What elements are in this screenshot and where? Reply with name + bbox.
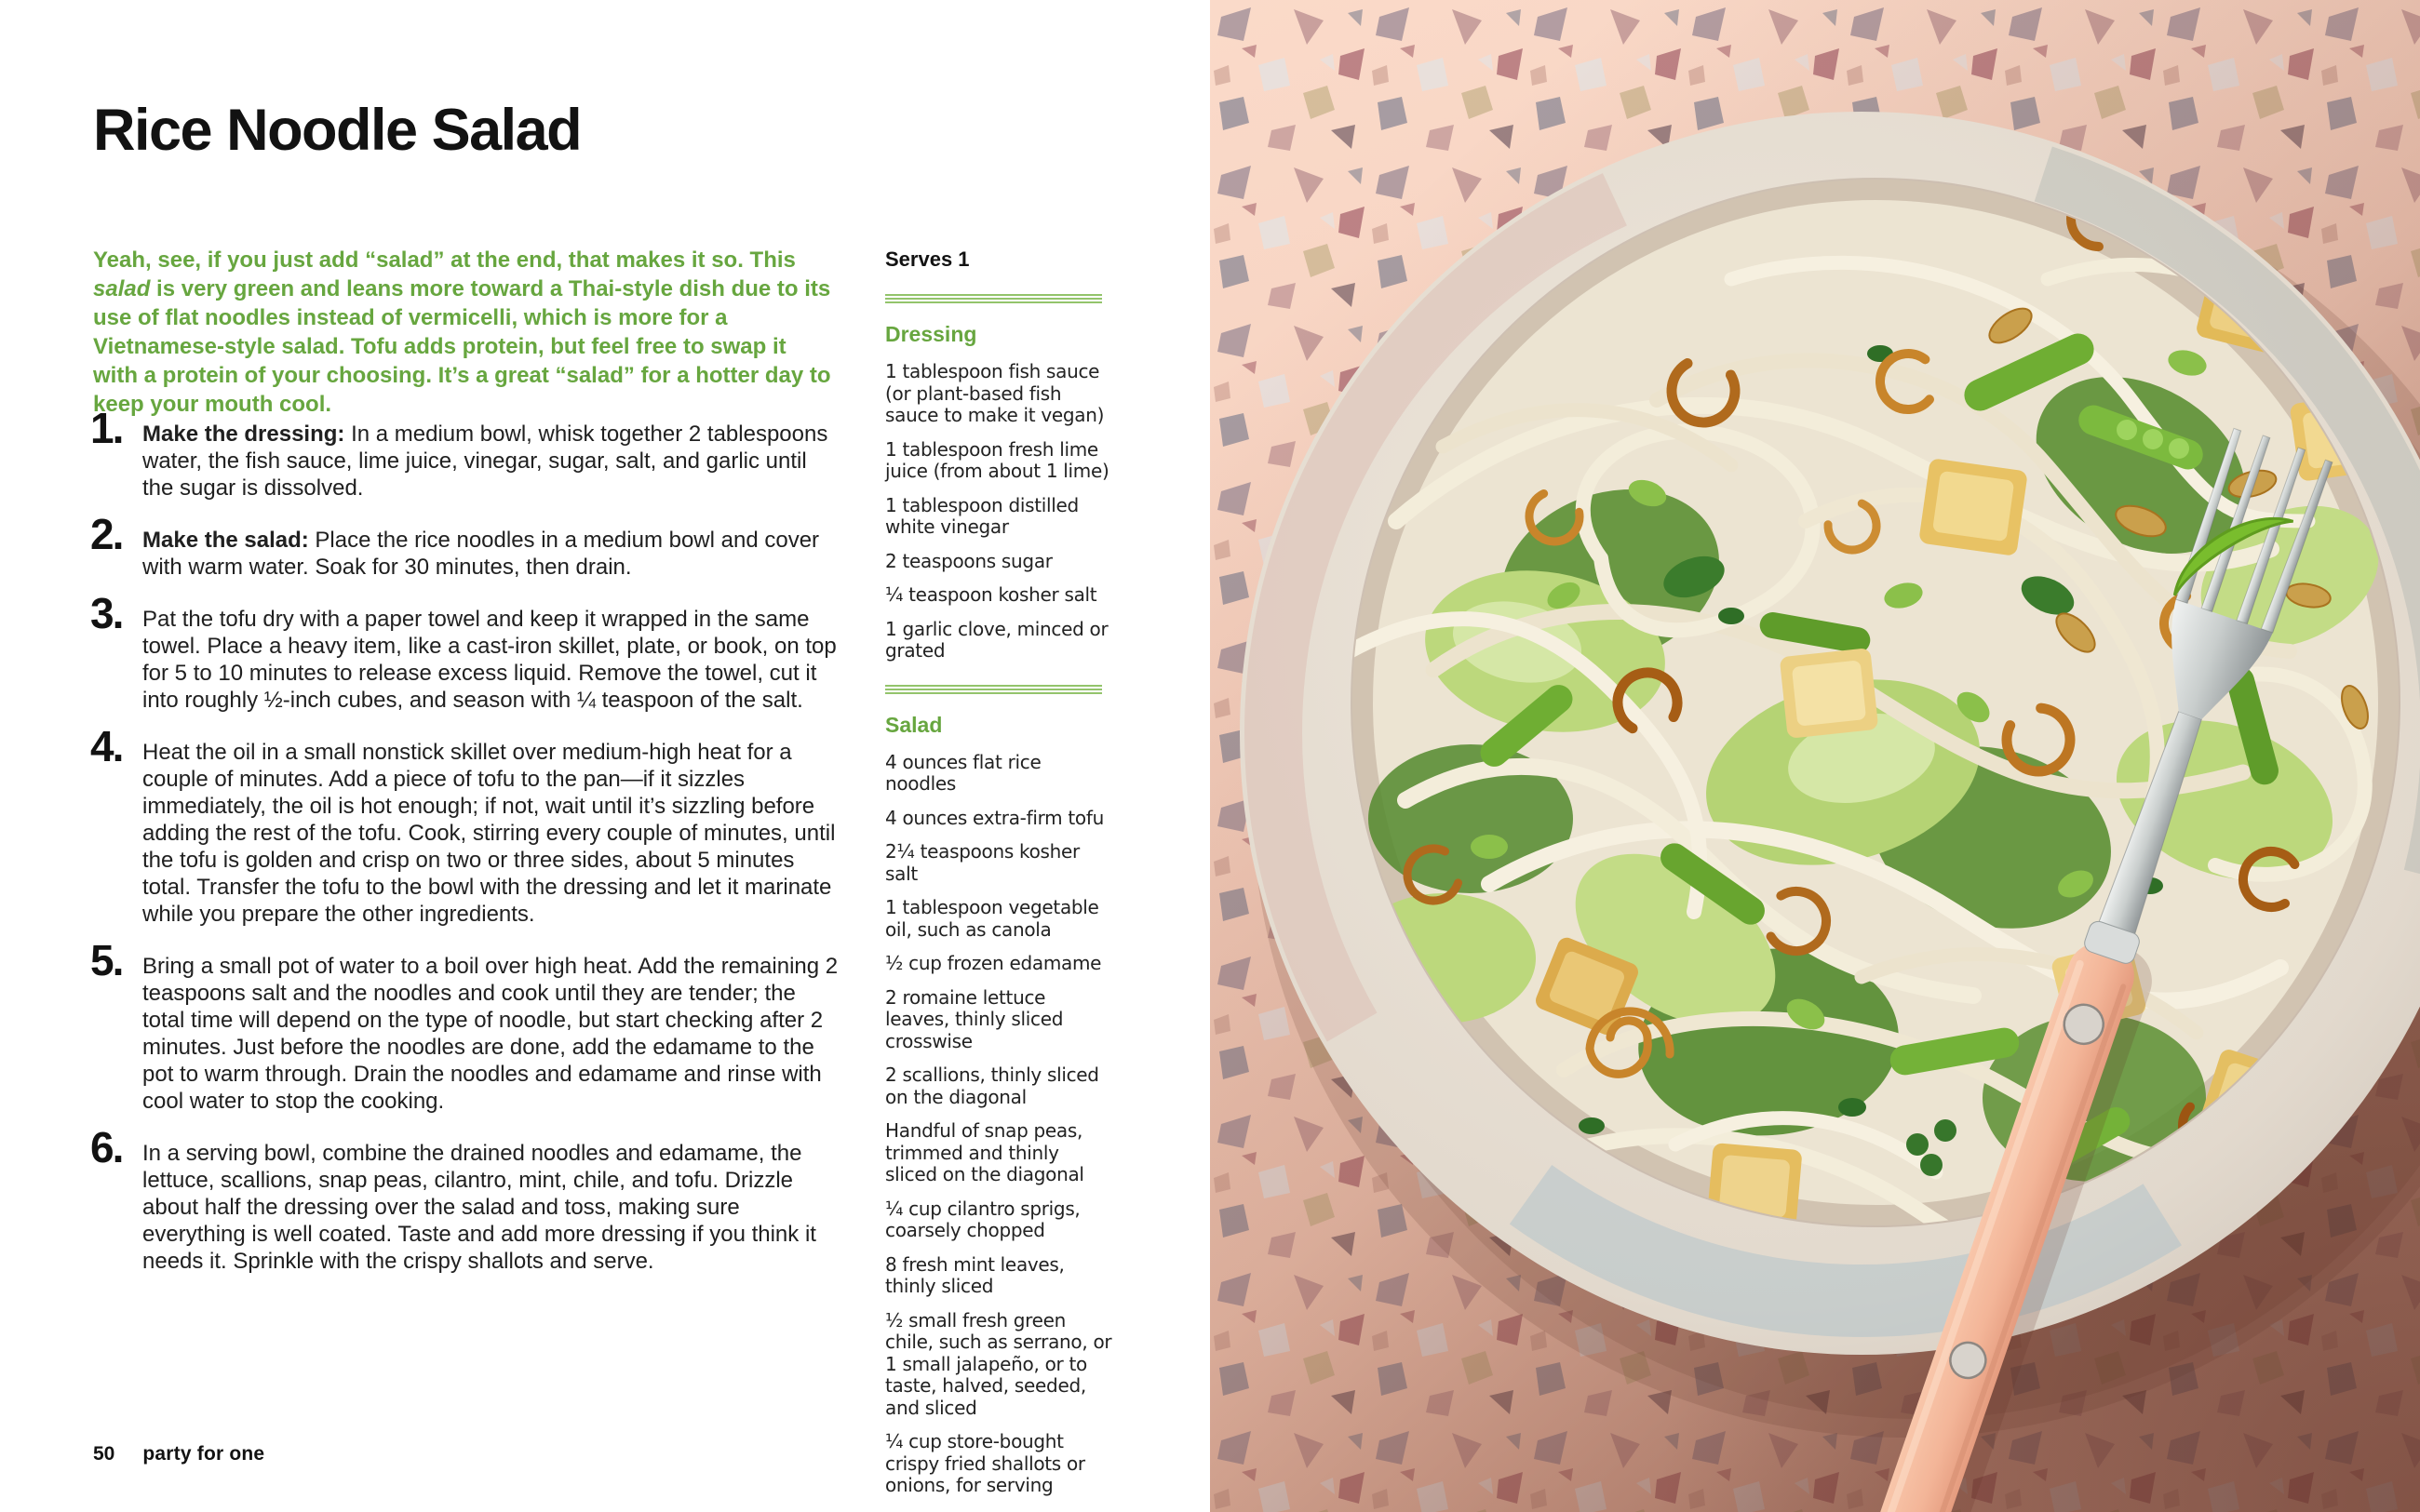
- page-number: 50: [93, 1443, 115, 1465]
- salad-heading: Salad: [885, 712, 943, 737]
- step-5-number: 5.: [90, 936, 123, 984]
- intro-part2: is very green and leans more toward a Thai-style dish due to its use of flat noodles instead of vermicelli, which is more for a Vietnamese-style salad. Tofu adds protein, but feel free to swap it with a protein of your choosing. It’s a great “salad” for a hotter day to keep your mouth cool.: [93, 276, 831, 417]
- book-title: party for one: [142, 1443, 265, 1465]
- recipe-intro: [93, 246, 833, 419]
- salad-ingredient: ½ small fresh green chile, such as serrano, or 1 small jalapeño, or to taste, halved, seeded, and sliced: [885, 1308, 1112, 1419]
- step-3-number: 3.: [90, 589, 123, 637]
- salad-ingredient: ½ cup frozen edamame: [885, 952, 1102, 974]
- step-2-number: 2.: [90, 510, 123, 558]
- salad-ingredient-list: [885, 752, 1113, 1497]
- step-2-text: Place the rice noodles in a medium bowl and cover with warm water. Soak for 30 minutes, then drain.: [142, 528, 820, 580]
- step-3: [90, 589, 842, 714]
- step-1: [90, 404, 842, 502]
- salad-ingredient: 2¼ teaspoons kosher salt: [885, 840, 1080, 885]
- salad-ingredient: 4 ounces extra-firm tofu: [885, 806, 1104, 829]
- serves-label: Serves 1: [885, 248, 970, 271]
- salad-ingredient: ¼ cup store-bought crispy fried shallots or onions, for serving: [885, 1430, 1085, 1496]
- dressing-ingredient: 1 garlic clove, minced or grated: [885, 617, 1109, 662]
- step-5-text: Bring a small pot of water to a boil over high heat. Add the remaining 2 teaspoons salt and the noodles and cook until they are tender; the total time will depend on the type of noodle, but start checking after 2 minutes. Just before the noodles are done, add the edamame to the pot to warm through. Drain the noodles and edamame and rinse with cool water to stop the cooking.: [142, 954, 839, 1114]
- salad-ingredient: 8 fresh mint leaves, thinly sliced: [885, 1252, 1065, 1297]
- dressing-ingredient: 2 teaspoons sugar: [885, 549, 1053, 572]
- salad-ingredient: 1 tablespoon vegetable oil, such as canola: [885, 896, 1099, 941]
- green-divider: [885, 294, 1102, 303]
- green-divider: [885, 685, 1102, 694]
- step-6: [90, 1123, 842, 1275]
- page-footer: [93, 1443, 264, 1465]
- recipe-title: Rice Noodle Salad: [93, 98, 582, 163]
- dressing-heading: Dressing: [885, 322, 977, 346]
- dressing-ingredient-list: [885, 361, 1113, 662]
- step-4: [90, 722, 842, 928]
- step-4-text: Heat the oil in a small nonstick skillet over medium-high heat for a couple of minutes. Add a piece of tofu to the pan—if it sizzles immediately, the oil is hot enough; if not, wait until it’s sizzling before adding the rest of the tofu. Cook, stirring every couple of minutes, until the tofu is golden and crisp on two or three sides, about 5 minutes total. Transfer the tofu to the bowl with the dressing and let it marinate while you prepare the other ingredients.: [142, 740, 836, 927]
- dressing-ingredient: 1 tablespoon distilled white vinegar: [885, 493, 1079, 538]
- step-1-number: 1.: [90, 404, 123, 452]
- dressing-ingredient: ¼ teaspoon kosher salt: [885, 583, 1097, 606]
- salad-ingredient: ¼ cup cilantro sprigs, coarsely chopped: [885, 1197, 1081, 1241]
- intro-italic-word: salad: [93, 276, 151, 301]
- ingredients-sidebar: [885, 248, 1113, 1509]
- instruction-steps: [90, 404, 842, 1300]
- rice-noodle-salad-photo: [1210, 0, 2420, 1512]
- dressing-ingredient: 1 tablespoon fresh lime juice (from about 1 lime): [885, 437, 1109, 482]
- salad-ingredient: 2 scallions, thinly sliced on the diagonal: [885, 1064, 1099, 1108]
- step-3-text: Pat the tofu dry with a paper towel and keep it wrapped in the same towel. Place a heavy item, like a cast-iron skillet, plate, or book, on top for 5 to 10 minutes to release excess liquid. Remove the towel, cut it into roughly ½-inch cubes, and season with ¼ teaspoon of the salt.: [142, 607, 837, 713]
- step-2: [90, 510, 842, 581]
- salad-ingredient: 4 ounces flat rice noodles: [885, 750, 1042, 795]
- intro-part1: Yeah, see, if you just add “salad” at the end, that makes it so. This: [93, 248, 796, 273]
- step-1-lead: Make the dressing:: [142, 421, 352, 447]
- step-6-number: 6.: [90, 1123, 123, 1171]
- step-6-text: In a serving bowl, combine the drained noodles and edamame, the lettuce, scallions, snap peas, cilantro, mint, chile, and tofu. Drizzle about half the dressing over the salad and toss, making sure everything is well coated. Taste and add more dressing if you think it needs it. Sprinkle with the crispy shallots and serve.: [142, 1141, 816, 1274]
- step-5: [90, 936, 842, 1115]
- step-4-number: 4.: [90, 722, 123, 770]
- step-1-text: In a medium bowl, whisk together 2 tablespoons water, the fish sauce, lime juice, vinegar, sugar, salt, and garlic until the sugar is dissolved.: [142, 421, 828, 501]
- dressing-ingredient: 1 tablespoon fish sauce (or plant-based fish sauce to make it vegan): [885, 360, 1105, 426]
- step-2-lead: Make the salad:: [142, 528, 316, 553]
- salad-ingredient: Handful of snap peas, trimmed and thinly sliced on the diagonal: [885, 1119, 1084, 1185]
- recipe-photo: [1210, 0, 2420, 1512]
- salad-ingredient: 2 romaine lettuce leaves, thinly sliced crosswise: [885, 985, 1064, 1052]
